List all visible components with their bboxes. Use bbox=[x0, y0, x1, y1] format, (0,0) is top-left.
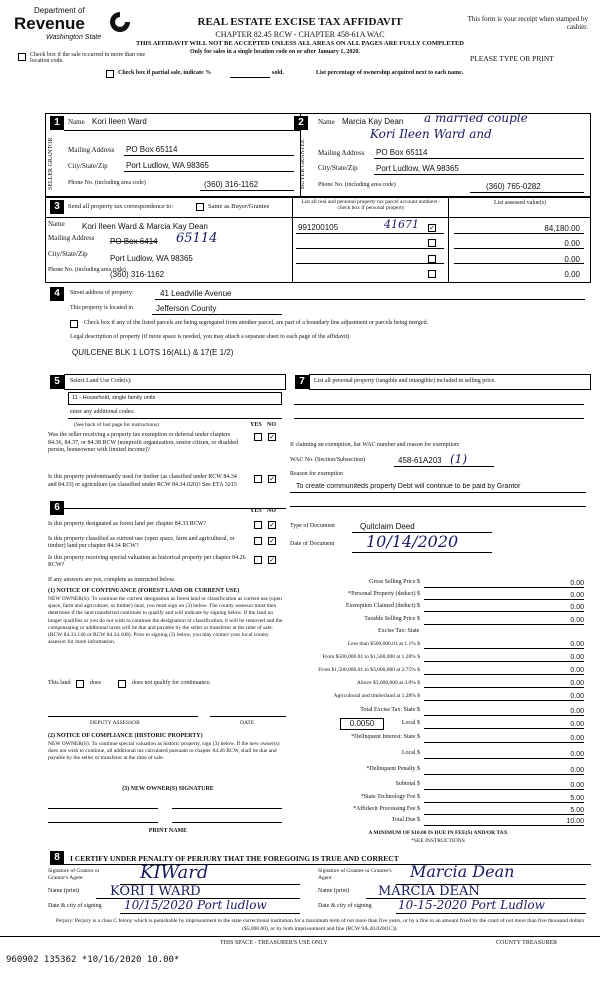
delinq-penalty-label: *Delinquent Penalty $ bbox=[366, 766, 420, 772]
tax-row-label-0: Gross Selling Price $ bbox=[369, 579, 420, 585]
parcel-3-personal-checkbox[interactable] bbox=[428, 255, 436, 263]
section-8-number: 8 bbox=[50, 851, 64, 865]
grantee-date: 10-15-2020 Port Ludlow bbox=[398, 898, 545, 912]
grantee-name: MARCIA DEAN bbox=[378, 884, 480, 899]
grantee-sig-label: Signature of Grantee or Grantee's Agent bbox=[318, 868, 392, 881]
buyer-phone: (360) 765-0282 bbox=[486, 182, 541, 191]
buyer-side-label: BUYER GRANTEE bbox=[300, 139, 306, 189]
land-use-label: Select Land Use Code(s): bbox=[70, 378, 132, 384]
county-treasurer-label: COUNTY TREASURER bbox=[496, 940, 558, 946]
additional-codes-label: enter any additional codes: bbox=[70, 409, 135, 415]
perjury-statement: Perjury: Perjury is a class C felony which is punishable by imprisonment in the state correctional institution for a maximum term of not more than five years, or by a fine in an amount fixed by the court of not more than five thousand dollars ($5,000.00), or by both imprisonment and fine (RCW 9A.20.020(1C)). bbox=[55, 918, 585, 932]
type-print-note: PLEASE TYPE OR PRINT bbox=[470, 54, 554, 63]
local-rate: 0.0050 bbox=[349, 719, 375, 728]
wac-label: WAC No. (Section/Subsection) bbox=[290, 457, 366, 463]
tech-fee-value: 5.00 bbox=[570, 795, 584, 802]
deputy-assessor-label: DEPUTY ASSESSOR bbox=[90, 720, 140, 726]
multi-location-checkbox[interactable] bbox=[18, 53, 26, 61]
buyer-handwritten-note2: Kori Ileen Ward and bbox=[370, 127, 492, 141]
seller-phone: (360) 316-1162 bbox=[204, 180, 259, 189]
corr-city: Port Ludlow, WA 98365 bbox=[110, 254, 193, 263]
tax-row-label-1: *Personal Property (deduct) $ bbox=[348, 591, 420, 597]
dept-line2: Revenue bbox=[14, 14, 85, 33]
cashier-stamp: 960902 135362 *10/16/2020 10.00* bbox=[6, 955, 180, 965]
grantor-sig-label: Signature of Grantor or Grantor's Agent bbox=[48, 868, 100, 881]
exemption-yes-checkbox[interactable] bbox=[254, 433, 262, 441]
historic-no-checkbox[interactable]: ✓ bbox=[269, 556, 275, 564]
tier-label-3: Above $3,000,000 at 3.0% $ bbox=[356, 680, 420, 686]
does-not-label: does not qualify for continuance. bbox=[132, 680, 212, 686]
timber-no-checkbox[interactable]: ✓ bbox=[269, 475, 275, 483]
section-6-number: 6 bbox=[50, 501, 64, 515]
seller-city-label: City/State/Zip bbox=[68, 162, 108, 170]
tech-fee-label: *State Technology Fee $ bbox=[360, 794, 420, 800]
assessed-value-3: 0.00 bbox=[564, 255, 580, 264]
seller-name-label: Name bbox=[68, 118, 85, 126]
assessed-value-1: 84,180.00 bbox=[544, 224, 580, 233]
exemption-question: Was the seller receiving a property tax exemption or deferral under chapters 84.36, 84.37, or 84.38 RCW (nonprofit organization, senior citizen, or disabled person, homeowner with limited income)? bbox=[48, 432, 238, 453]
partial-sale-suffix: sold. bbox=[272, 70, 284, 76]
delinq-penalty-value: 0.00 bbox=[570, 767, 584, 774]
section-5-number: 5 bbox=[50, 375, 64, 389]
delinq-interest-label: *Delinquent Interest: State $ bbox=[351, 734, 420, 740]
assessed-value-2: 0.00 bbox=[564, 239, 580, 248]
corr-mailing bbox=[110, 237, 158, 246]
grantee-date-label: Date & city of signing bbox=[318, 903, 372, 909]
doc-type: Quitclaim Deed bbox=[360, 522, 415, 531]
partial-sale-checkbox[interactable] bbox=[106, 70, 114, 78]
local-label: Local $ bbox=[401, 720, 420, 726]
timber-question: Is this property predominantly used for timber (as classified under RCW 84.34 and 84.33) or agriculture (as classified under RCW 84.34.020)? See ETA 3215 bbox=[48, 474, 237, 488]
delinq-interest-value: 0.00 bbox=[570, 735, 584, 742]
current-use-yes-checkbox[interactable] bbox=[254, 537, 262, 545]
dept-line3: Washington State bbox=[46, 34, 102, 41]
seller-mailing-label: Mailing Address bbox=[68, 146, 115, 154]
assessor-date-label: DATE bbox=[240, 720, 255, 726]
subtotal-label: Subtotal $ bbox=[395, 781, 420, 787]
does-qualify-checkbox[interactable] bbox=[76, 680, 84, 688]
doc-date-label: Date of Document bbox=[290, 541, 335, 547]
tier-value-0: 0.00 bbox=[570, 641, 584, 648]
tier-value-2: 0.00 bbox=[570, 667, 584, 674]
same-as-buyer-checkbox[interactable] bbox=[196, 203, 204, 211]
exemption-claim-label: If claiming an exemption, list WAC number and reason for exemption: bbox=[290, 442, 460, 448]
section-7-number: 7 bbox=[295, 375, 309, 389]
parcel-2-personal-checkbox[interactable] bbox=[428, 239, 436, 247]
treasurer-only-label: THIS SPACE - TREASURER'S USE ONLY bbox=[220, 940, 328, 946]
land-use-no-label: NO bbox=[267, 422, 276, 428]
street-address: 41 Leadville Avenue bbox=[160, 289, 232, 298]
grantor-date-label: Date & city of signing bbox=[48, 903, 102, 909]
notice2-title: (2) NOTICE OF COMPLIANCE (HISTORIC PROPERTY) bbox=[48, 733, 203, 739]
dor-swirl-icon bbox=[108, 10, 132, 34]
total-state-label: Total Excise Tax: State $ bbox=[360, 707, 420, 713]
land-use-yes-label: YES bbox=[250, 422, 262, 428]
assessed-header: List assessed value(s) bbox=[494, 200, 546, 206]
multi-location-label: Check box if the sale occurred in more than one location code. bbox=[30, 52, 146, 64]
corr-mailing-handwritten: 65114 bbox=[176, 231, 218, 246]
notice1-body: NEW OWNER(S): To continue the current designation as forest land or classification as current use (open space, farm and agriculture, or timber) land, you must sign on (3) below. The county assessor must then determine if the land transferred continues to qualify and will indicate by signing below. If the land no longer qualifies or you do not wish to continue the designation or classification, it will be removed and the compensating or additional taxes will be due and payable by the seller or transferor at the time of sale. (RCW 84.33.140 or RCW 84.34.108). Prior to signing (3) below, you may contact your local county assessor for more information. bbox=[48, 596, 283, 646]
tax-row-label-3: Taxable Selling Price $ bbox=[364, 616, 420, 622]
tier-label-1: From $500,000.01 to $1,500,000 at 1.28% $ bbox=[322, 654, 420, 660]
form-title: REAL ESTATE EXCISE TAX AFFIDAVIT bbox=[197, 16, 403, 28]
assessed-value-4: 0.00 bbox=[564, 270, 580, 279]
does-not-qualify-checkbox[interactable] bbox=[118, 680, 126, 688]
if-yes-note: If any answers are yes, complete as instructed below. bbox=[48, 577, 176, 583]
form-subtitle: CHAPTER 82.45 RCW - CHAPTER 458-61A WAC bbox=[215, 30, 385, 39]
legal-description: QUILCENE BLK 1 LOTS 16(ALL) & 17(E 1/2) bbox=[72, 348, 234, 357]
section-4-number: 4 bbox=[50, 287, 64, 301]
segregated-label: Check box if any of the listed parcels are being segregated from another parcel, are part of a boundary line adjustment or parcels being merged. bbox=[84, 320, 429, 326]
does-label: does bbox=[90, 680, 101, 686]
forest-question: Is this property designated as forest land per chapter 84.33 RCW? bbox=[48, 521, 207, 527]
send-correspondence-label: Send all property tax correspondence to: bbox=[68, 203, 174, 210]
s6-no-label: NO bbox=[267, 508, 276, 514]
section-1-number: 1 bbox=[50, 116, 64, 130]
tax-row-label-2: Exemption Claimed (deduct) $ bbox=[345, 603, 420, 609]
seller-city: Port Ludlow, WA 98365 bbox=[126, 161, 209, 170]
timber-yes-checkbox[interactable] bbox=[254, 475, 262, 483]
receipt-note: This form is your receipt when stamped by cashier. bbox=[467, 15, 588, 31]
certify-statement: I CERTIFY UNDER PENALTY OF PERJURY THAT THE FOREGOING IS TRUE AND CORRECT bbox=[70, 854, 399, 863]
wac-handwritten: (1) bbox=[450, 452, 467, 466]
tier-value-4: 0.00 bbox=[570, 693, 584, 700]
affidavit-fee-label: *Affidavit Processing Fee $ bbox=[352, 806, 420, 812]
forest-no-checkbox[interactable]: ✓ bbox=[269, 521, 275, 529]
buyer-handwritten-note1: a married couple bbox=[424, 111, 528, 125]
print-name-label: PRINT NAME bbox=[148, 828, 188, 834]
land-use-code: 11 - Household, single family units bbox=[72, 395, 156, 401]
corr-name-label: Name bbox=[48, 220, 65, 228]
parcel-handwritten: 41671 bbox=[384, 218, 419, 231]
local-value: 0.00 bbox=[570, 721, 584, 728]
doc-date: 10/14/2020 bbox=[366, 532, 459, 551]
notice1-title: (1) NOTICE OF CONTINUANCE (FOREST LAND OR CURRENT USE) bbox=[48, 588, 240, 594]
buyer-mailing: PO Box 65114 bbox=[376, 148, 428, 157]
affidavit-fee-value: 5.00 bbox=[570, 807, 584, 814]
ownership-label: List percentage of ownership acquired next to each name. bbox=[316, 70, 464, 76]
historic-yes-checkbox[interactable] bbox=[254, 556, 262, 564]
tier-value-3: 0.00 bbox=[570, 680, 584, 687]
notice2-body: NEW OWNER(S): To continue special valuation as historic property, sign (3) below. If the new owner(s) does not wish to continue, all additional tax calculated pursuant to chapter 84.26 RCW, shall be due and payable by the seller or transferor at the time of sale. bbox=[48, 741, 280, 762]
corr-mailing-struck: PO Box 6414 bbox=[110, 237, 158, 246]
grantor-name-label: Name (print) bbox=[48, 888, 80, 894]
total-due-value: 10.00 bbox=[566, 818, 584, 825]
legal-label: Legal description of property (if more space is needed, you may attach a separate sheet to each page of the affidavit) bbox=[70, 334, 350, 340]
location-county: Jefferson County bbox=[156, 304, 217, 313]
tier-label-2: From $1,500,000.01 to $3,000,000 at 2.75% $ bbox=[318, 667, 420, 673]
s6-yes-label: YES bbox=[250, 508, 262, 514]
buyer-name-label: Name bbox=[318, 118, 335, 126]
grantor-signature: KIWard bbox=[140, 862, 209, 883]
parcel-4-personal-checkbox[interactable] bbox=[428, 270, 436, 278]
current-use-no-checkbox[interactable]: ✓ bbox=[269, 537, 275, 545]
forest-yes-checkbox[interactable] bbox=[254, 521, 262, 529]
personal-property-label: List all personal property (tangible and intangible) included in selling price. bbox=[314, 378, 496, 384]
tax-row-value-1: 0.00 bbox=[570, 592, 584, 599]
wac-number: 458-61A203 bbox=[398, 456, 442, 465]
corr-mailing-label: Mailing Address bbox=[48, 234, 95, 242]
parcel-1-personal-checkbox[interactable]: ✓ bbox=[429, 224, 435, 232]
parcel-header: List all real and personal property tax parcel account numbers - check box if personal property bbox=[301, 199, 441, 211]
location-label: This property is located in bbox=[70, 305, 133, 311]
current-use-question: Is this property classified as current use (open space, farm and agricultural, or timber) land per chapter 84.34 RCW? bbox=[48, 536, 235, 549]
buyer-city: Port Ludlow, WA 98365 bbox=[376, 164, 459, 173]
see-back-note: (See back of last page for instructions) bbox=[74, 422, 159, 428]
local2-value: 0.00 bbox=[570, 751, 584, 758]
subtotal-value: 0.00 bbox=[570, 782, 584, 789]
tax-row-value-2: 0.00 bbox=[570, 604, 584, 611]
grantor-name: KORI I WARD bbox=[110, 884, 201, 899]
buyer-mailing-label: Mailing Address bbox=[318, 149, 365, 157]
corr-city-label: City/State/Zip bbox=[48, 250, 88, 258]
seller-side-label: SELLER GRANTOR bbox=[48, 137, 54, 191]
sales-note: Only for sales in a single location code on or after January 1, 2020. bbox=[190, 49, 360, 55]
local2-label: Local $ bbox=[401, 750, 420, 756]
partial-sale-label: Check box if partial sale, indicate % bbox=[118, 70, 212, 76]
see-instructions: *SEE INSTRUCTIONS bbox=[411, 838, 465, 844]
grantee-signature: Marcia Dean bbox=[410, 862, 515, 881]
tax-row-value-0: 0.00 bbox=[570, 580, 584, 587]
section-3-number: 3 bbox=[50, 200, 64, 214]
this-land-label: This land bbox=[48, 680, 71, 686]
parcel-number: 991200105 bbox=[298, 223, 339, 232]
tier-label-0: Less than $500,000.01 at 1.1% $ bbox=[347, 641, 420, 647]
new-owner-sig-title: (3) NEW OWNER(S) SIGNATURE bbox=[122, 786, 214, 792]
same-as-buyer-label: Same as Buyer/Grantee bbox=[208, 203, 270, 210]
dept-line1: Department of bbox=[34, 6, 85, 15]
seller-mailing: PO Box 65114 bbox=[126, 145, 178, 154]
seller-phone-label: Phone No. (including area code) bbox=[68, 180, 146, 186]
section-2-number: 2 bbox=[294, 116, 308, 130]
excise-state-label: Excise Tax: State bbox=[378, 628, 420, 634]
grantee-name-label: Name (print) bbox=[318, 888, 350, 894]
tax-row-value-3: 0.00 bbox=[570, 617, 584, 624]
segregated-checkbox[interactable] bbox=[70, 320, 78, 328]
minimum-note: A MINIMUM OF $10.00 IS DUE IN FEE(S) AND/OR TAX bbox=[368, 830, 508, 836]
buyer-name: Marcia Kay Dean bbox=[342, 117, 404, 126]
tier-value-1: 0.00 bbox=[570, 654, 584, 661]
form-warning: THIS AFFIDAVIT WILL NOT BE ACCEPTED UNLESS ALL AREAS ON ALL PAGES ARE FULLY COMPLETED bbox=[136, 40, 464, 47]
exemption-no-checkbox[interactable]: ✓ bbox=[269, 433, 275, 441]
exemption-reason: To create communiteds property Debt will continue to be paid by Grantor bbox=[296, 483, 521, 490]
total-due-label: Total Due $ bbox=[391, 817, 420, 823]
seller-name: Kori Ileen Ward bbox=[92, 117, 147, 126]
corr-phone: (360) 316-1162 bbox=[110, 270, 165, 279]
street-label: Street address of property: bbox=[70, 290, 134, 296]
buyer-city-label: City/State/Zip bbox=[318, 164, 358, 172]
tier-label-4: Agricultural and timberland at 1.28% $ bbox=[333, 693, 420, 699]
corr-phone-label: Phone No. (including area code) bbox=[48, 267, 126, 273]
total-state-value: 0.00 bbox=[570, 708, 584, 715]
corr-name: Kori Ileen Ward & Marcia Kay Dean bbox=[82, 222, 208, 231]
historic-question: Is this property receiving special valuation as historical property per chapter 84.26 RCW? bbox=[48, 555, 246, 568]
doc-type-label: Type of Document bbox=[290, 523, 335, 529]
grantor-date: 10/15/2020 Port ludlow bbox=[124, 898, 267, 912]
reason-label: Reason for exemption bbox=[290, 471, 343, 477]
buyer-phone-label: Phone No. (including area code) bbox=[318, 182, 396, 188]
